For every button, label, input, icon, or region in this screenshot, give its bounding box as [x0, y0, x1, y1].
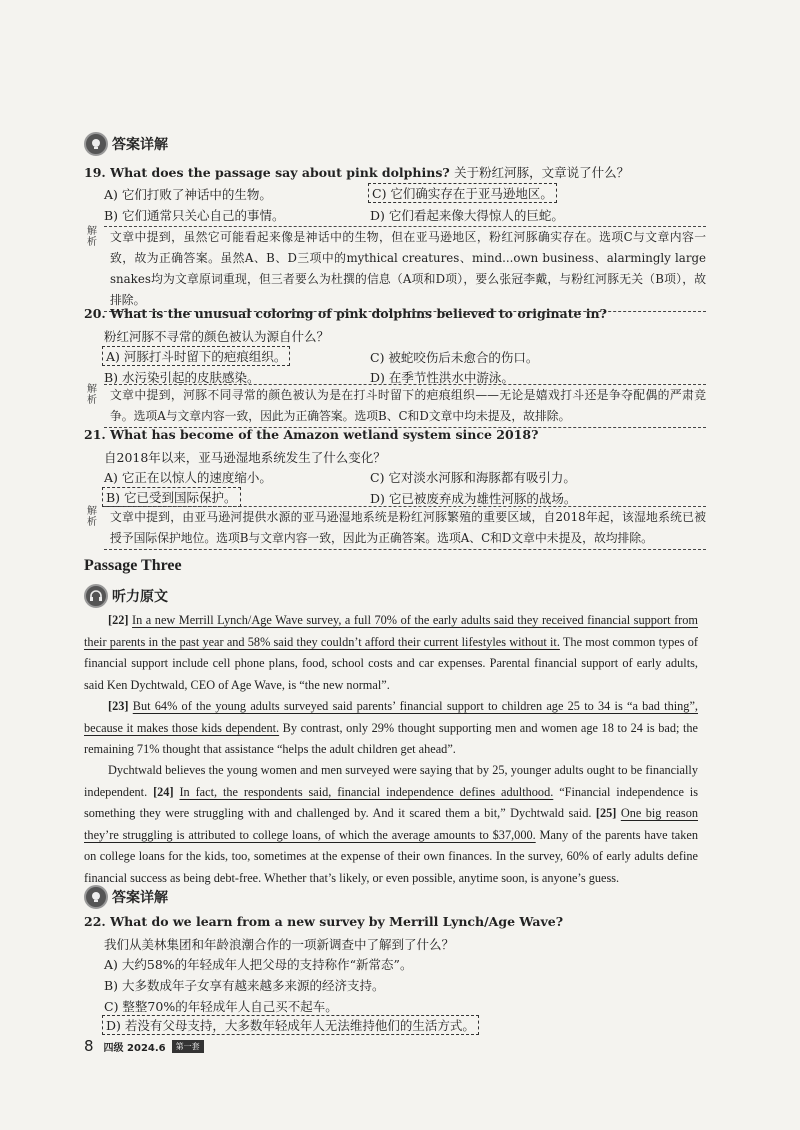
section-label: 答案详解	[112, 890, 168, 906]
option-b: B) 水污染引起的皮肤感染。	[104, 370, 260, 385]
question-marker: [24]	[153, 784, 174, 799]
option-d: D) 在季节性洪水中游泳。	[370, 370, 514, 385]
key-sentence: In fact, the respondents said, financial independence defines adulthood.	[179, 784, 554, 799]
option-c-correct: C) 它们确实存在于亚马逊地区。	[368, 183, 557, 203]
option-d: D) 它们看起来像大得惊人的巨蛇。	[370, 208, 564, 223]
option-b: B) 大多数成年子女享有越来越多来源的经济支持。	[104, 978, 385, 993]
option-b-correct: B) 它已受到国际保护。	[102, 487, 241, 507]
question-marker: [23]	[108, 699, 129, 713]
passage-paragraph-1	[84, 610, 698, 696]
question-text: What do we learn from a new survey by Merrill Lynch/Age Wave?	[110, 914, 564, 929]
page-number: 8	[84, 1037, 94, 1055]
analysis-label: 解析	[87, 226, 97, 248]
analysis-19	[84, 226, 706, 312]
analysis-text: 文章中提到，河豚不同寻常的颜色被认为是在打斗时留下的疤痕组织——无论是嬉戏打斗还是争夺配偶的严肃竞争。选项A与文章内容一致，因此为正确答案。选项B、C和D文章中均未提及，故排除。	[104, 384, 706, 428]
question-translation: 关于粉红河豚，文章说了什么？	[454, 165, 630, 180]
option-a-correct: A) 河豚打斗时留下的疤痕组织。	[102, 346, 290, 366]
section-label: 听力原文	[112, 589, 168, 605]
question-translation: 自2018年以来，亚马逊湿地系统发生了什么变化？	[104, 450, 386, 465]
question-text: What does the passage say about pink dolphins?	[110, 165, 450, 180]
headphones-icon	[84, 584, 108, 608]
page-footer	[84, 1037, 204, 1055]
lightbulb-icon	[84, 132, 108, 156]
question-22	[84, 914, 563, 929]
option-d-correct: D) 若没有父母支持，大多数年轻成年人无法维持他们的生活方式。	[102, 1015, 479, 1035]
key-sentence: But 64% of the young adults surveyed said parents’ financial support to children age 25 to 34 is “a bad thing”, because it makes those kids dependent.	[84, 699, 698, 735]
key-sentence: In a new Merrill Lynch/Age Wave survey, a full 70% of the early adults said they received financial support from their parents in the past year and 58% said they couldn’t afford their current lifestyles without it.	[84, 613, 698, 649]
paragraph-text: Dychtwald believes the young women and men surveyed were saying that by 25, younger adults ought to be financially independent.	[84, 763, 698, 799]
passage-paragraph-3	[84, 760, 698, 889]
analysis-label: 解析	[87, 506, 97, 528]
lightbulb-icon	[84, 885, 108, 909]
option-c: C) 被蛇咬伤后未愈合的伤口。	[370, 350, 539, 365]
analysis-label: 解析	[87, 384, 97, 406]
answer-explanation-header	[84, 885, 168, 909]
section-label: 答案详解	[112, 137, 168, 153]
question-number: 22.	[84, 914, 106, 929]
question-translation: 我们从美林集团和年龄浪潮合作的一项新调查中了解到了什么？	[104, 937, 455, 952]
question-19	[84, 163, 629, 181]
issue-label: 四级 2024.6	[103, 1042, 166, 1054]
listening-transcript-header	[84, 584, 168, 608]
question-text: What has become of the Amazon wetland system since 2018?	[110, 427, 539, 442]
question-number: 19.	[84, 165, 106, 180]
question-marker: [22]	[108, 613, 129, 627]
question-number: 20.	[84, 306, 106, 321]
question-number: 21.	[84, 427, 106, 442]
paragraph-text: Many of the parents have taken on college loans for the kids, too, sometimes at the expense of their own finances. In the survey, 60% of early adults define financial success as being debt-free. Whether that’s likely, or even possible, anytime soon, is anyone’s guess.	[84, 827, 698, 885]
answer-explanation-header	[84, 132, 168, 156]
key-sentence: One big reason they’re struggling is attributed to college loans, of which the average amounts to $37,000.	[84, 806, 698, 842]
paragraph-text: “Financial independence is something they were struggling with and challenged by. And it scared them a bit,” Dychtwald said.	[84, 784, 698, 820]
analysis-21	[84, 506, 706, 550]
option-b: B) 它们通常只关心自己的事情。	[104, 208, 285, 223]
option-a: A) 它正在以惊人的速度缩小。	[104, 470, 272, 485]
question-21	[84, 427, 538, 442]
question-translation: 粉红河豚不寻常的颜色被认为源自什么？	[104, 329, 330, 344]
option-a: A) 大约58%的年轻成年人把父母的支持称作“新常态”。	[104, 957, 413, 972]
paragraph-text: By contrast, only 29% thought supporting men and women age 18 to 24 is bad; the remaining 71% thought that assistance “helps the adult children get ahead”.	[84, 720, 698, 756]
question-text: What is the unusual coloring of pink dolphins believed to originate in?	[110, 306, 607, 321]
question-marker: [25]	[595, 806, 617, 820]
analysis-text: 文章中提到，由亚马逊河提供水源的亚马逊湿地系统是粉红河豚繁殖的重要区域，自2018年起，该湿地系统已被授予国际保护地位。选项B与文章内容一致，因此为正确答案。选项A、C和D文章中未提及，故均排除。	[104, 506, 706, 550]
analysis-20	[84, 384, 706, 428]
option-c: C) 它对淡水河豚和海豚都有吸引力。	[370, 470, 576, 485]
paragraph-text: The most common types of financial support include cell phone plans, food, school costs and car expenses. Parental financial support of early adults, said Ken Dychtwald, CEO of Age Wave, is “the new normal”.	[84, 634, 698, 692]
option-c: C) 整整70%的年轻成年人自己买不起车。	[104, 999, 338, 1014]
question-20	[84, 306, 607, 321]
set-badge: 第一套	[172, 1040, 204, 1053]
analysis-text: 文章中提到，虽然它可能看起来像是神话中的生物，但在亚马逊地区，粉红河豚确实存在。选项C与文章内容一致，故为正确答案。虽然A、B、D三项中的mythical creatures、mind...own business、alarmingly large snakes均为文章原词重现，但三者要么为杜撰的信息（A项和D项），要么张冠李戴，与粉红河豚无关（B项），故排除。	[104, 226, 706, 312]
passage-paragraph-2	[84, 696, 698, 761]
option-d: D) 它已被废弃成为雄性河豚的战场。	[370, 491, 577, 506]
option-a: A) 它们打败了神话中的生物。	[104, 187, 272, 202]
passage-title: Passage Three	[84, 557, 182, 574]
